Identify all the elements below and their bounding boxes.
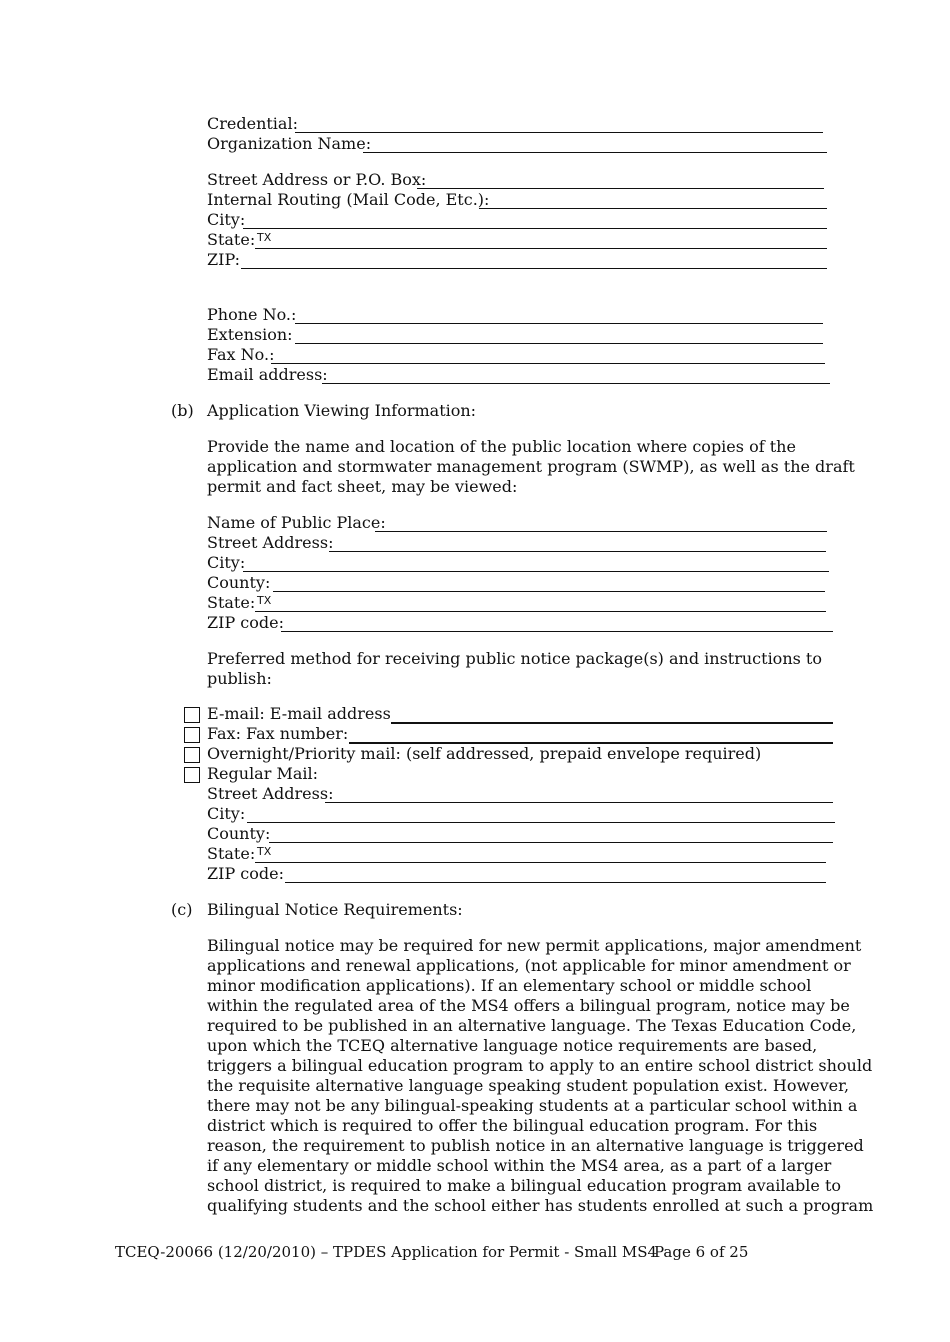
mail-county-label: County: [207,824,271,843]
preferred-method-line: Preferred method for receiving public notice package(s) and instructions to [207,649,822,668]
viewing-instructions-line: Provide the name and location of the public location where copies of the [207,437,796,456]
zip-field[interactable] [207,250,240,270]
footer-page-number: Page 6 of 25 [654,1243,749,1261]
viewing-instructions-line: permit and fact sheet, may be viewed: [207,477,518,496]
viewing-instructions-line: application and stormwater management program (SWMP), as well as the draft [207,457,855,476]
public-city-line[interactable] [243,571,829,572]
regular-mail-option-checkbox[interactable] [184,767,200,783]
street-address-line[interactable] [417,188,824,189]
city-line[interactable] [243,228,827,229]
credential-label: Credential: [207,114,298,133]
public-street-address-label: Street Address: [207,533,334,552]
phone-field[interactable] [207,305,296,325]
regular-mail-option[interactable] [207,764,318,784]
fax-line[interactable] [271,363,825,364]
email-line[interactable] [322,383,830,384]
credential-line[interactable] [295,132,823,133]
phone-line[interactable] [295,323,823,324]
bilingual-body-line: minor modification applications). If an elementary school or middle school [207,976,812,995]
bilingual-body-line: triggers a bilingual education program to apply to an entire school district should [207,1056,873,1075]
street-address-field[interactable] [207,170,426,190]
bilingual-body-line: qualifying students and the school either has students enrolled at such a program [207,1196,874,1215]
footer-form-id: TCEQ-20066 (12/20/2010) – TPDES Application for Permit - Small MS4 [115,1243,658,1261]
public-state-value: TX [257,594,272,607]
public-state-field[interactable] [207,593,272,613]
bilingual-body-line: school district, is required to make a bilingual education program available to [207,1176,841,1195]
bilingual-body-line: the requisite alternative language speaking student population exist. However, [207,1076,850,1095]
public-county-label: County: [207,573,271,592]
fax-option-checkbox[interactable] [184,727,200,743]
mail-state-field[interactable] [207,844,272,864]
mail-city-field[interactable] [207,804,245,824]
email-option[interactable] [207,704,391,724]
bilingual-body-line: district which is required to offer the bilingual education program. For this [207,1116,818,1135]
bilingual-body-line: applications and renewal applications, (not applicable for minor amendment or [207,956,851,975]
preferred-method-text [207,649,837,689]
mail-state-line[interactable] [255,862,826,863]
street-address-label: Street Address or P.O. Box: [207,170,427,189]
section-c-heading: Bilingual Notice Requirements: [207,900,463,919]
public-place-name-label: Name of Public Place: [207,513,386,532]
internal-routing-line[interactable] [479,208,827,209]
public-zip-label: ZIP code: [207,613,284,632]
overnight-option[interactable] [207,744,761,764]
viewing-instructions [207,437,855,497]
email-address-line[interactable] [391,722,833,724]
fax-option[interactable] [207,724,348,744]
bilingual-notice-paragraph [207,936,874,1216]
state-field[interactable] [207,230,272,250]
internal-routing-label: Internal Routing (Mail Code, Etc.): [207,190,490,209]
preferred-method-line: publish: [207,669,272,688]
phone-label: Phone No.: [207,305,297,324]
mail-zip-label: ZIP code: [207,864,284,883]
mail-county-line[interactable] [269,842,833,843]
mail-street-address-line[interactable] [325,802,833,803]
public-street-address-field[interactable] [207,533,333,553]
public-street-address-line[interactable] [329,551,826,552]
extension-line[interactable] [295,343,823,344]
bilingual-body-line: required to be published in an alternative language. The Texas Education Code, [207,1016,857,1035]
public-place-name-field[interactable] [207,513,386,533]
bilingual-body-line: Bilingual notice may be required for new permit applications, major amendment [207,936,862,955]
mail-state-label: State: [207,844,256,863]
mail-zip-line[interactable] [285,882,826,883]
zip-line[interactable] [241,268,827,269]
overnight-option-checkbox[interactable] [184,747,200,763]
email-field[interactable] [207,365,328,385]
mail-city-label: City: [207,804,246,823]
mail-street-address-label: Street Address: [207,784,334,803]
extension-field[interactable] [207,325,293,345]
state-line[interactable] [255,248,827,249]
public-city-label: City: [207,553,246,572]
fax-field[interactable] [207,345,275,365]
public-place-name-line[interactable] [375,531,827,532]
mail-state-value: TX [257,845,272,858]
mail-city-line[interactable] [247,822,835,823]
email-option-checkbox[interactable] [184,707,200,723]
state-label: State: [207,230,256,249]
bilingual-body-line: there may not be any bilingual-speaking students at a particular school within a [207,1096,858,1115]
page-footer [115,1243,749,1261]
public-state-line[interactable] [255,611,826,612]
public-state-label: State: [207,593,256,612]
zip-label: ZIP: [207,250,241,269]
city-field[interactable] [207,210,245,230]
section-c-letter: (c) [171,900,193,919]
public-county-line[interactable] [273,591,825,592]
bilingual-body-line: upon which the TCEQ alternative language notice requirements are based, [207,1036,818,1055]
mail-zip-field[interactable] [207,864,284,884]
regular-mail-option-label: Regular Mail: [207,764,318,783]
public-county-field[interactable] [207,573,270,593]
city-label: City: [207,210,246,229]
organization-name-field[interactable] [207,134,371,154]
section-b-heading: Application Viewing Information: [207,401,477,420]
state-value: TX [257,231,272,244]
public-city-field[interactable] [207,553,245,573]
fax-option-label: Fax: Fax number: [207,724,349,743]
internal-routing-field[interactable] [207,190,489,210]
bilingual-body-line: within the regulated area of the MS4 offers a bilingual program, notice may be [207,996,850,1015]
extension-label: Extension: [207,325,293,344]
public-zip-field[interactable] [207,613,284,633]
organization-name-line[interactable] [363,152,827,153]
overnight-option-label: Overnight/Priority mail: (self addressed, prepaid envelope required) [207,744,762,763]
fax-label: Fax No.: [207,345,275,364]
email-label: Email address: [207,365,328,384]
bilingual-body-line: if any elementary or middle school within the MS4 area, as a part of a larger [207,1156,832,1175]
mail-county-field[interactable] [207,824,270,844]
section-b-letter: (b) [171,401,194,420]
organization-name-label: Organization Name: [207,134,372,153]
public-zip-line[interactable] [281,631,833,632]
mail-street-address-field[interactable] [207,784,333,804]
email-option-label: E-mail: E-mail address [207,704,391,723]
bilingual-body-line: reason, the requirement to publish notice in an alternative language is triggered [207,1136,864,1155]
credential-field[interactable] [207,114,298,134]
